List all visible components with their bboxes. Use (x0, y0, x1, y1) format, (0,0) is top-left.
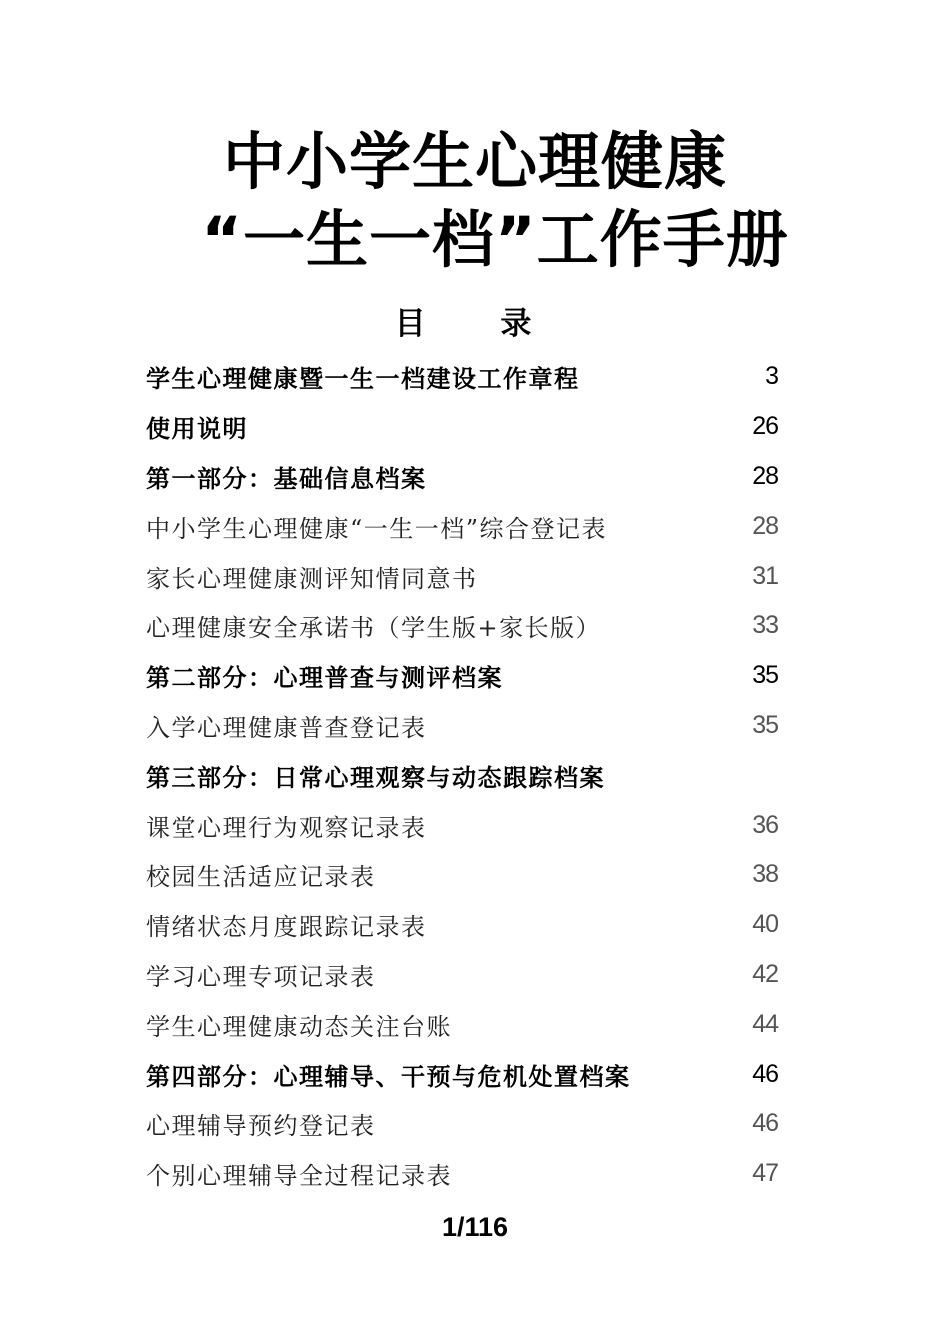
toc-page-number: 35 (752, 661, 778, 690)
toc-entry-title: 使用说明 (146, 415, 248, 444)
toc-heading: 目 录 (394, 306, 564, 342)
toc-entry-title: 情绪状态月度跟踪记录表 (146, 913, 427, 942)
page-number-footer: 1/116 (441, 1212, 509, 1242)
toc-entry-title: 家长心理健康测评知情同意书 (146, 564, 478, 593)
toc-entry-title: 第一部分：基础信息档案 (146, 464, 427, 493)
toc-entry-title: 心理健康安全承诺书（学生版+家长版） (146, 614, 602, 643)
toc-row[interactable] (146, 452, 778, 502)
toc-entry-title: 学习心理专项记录表 (146, 962, 376, 991)
toc-entry-title: 入学心理健康普查登记表 (146, 713, 427, 742)
toc-entry-title: 课堂心理行为观察记录表 (146, 813, 427, 842)
toc-page-number: 46 (752, 1109, 778, 1138)
toc-entry-title: 第二部分：心理普查与测评档案 (146, 664, 503, 693)
toc-entry-title: 第四部分：心理辅导、干预与危机处置档案 (146, 1062, 631, 1091)
toc-page-number: 31 (752, 561, 778, 590)
toc-page-number: 38 (752, 860, 778, 889)
toc-page-number: 46 (752, 1059, 778, 1088)
toc-row[interactable] (146, 601, 778, 651)
toc-page-number: 47 (752, 1159, 778, 1188)
toc-row[interactable] (146, 950, 778, 1000)
toc-row[interactable] (146, 501, 778, 551)
toc-row[interactable] (146, 551, 778, 601)
toc-entry-title: 学生心理健康动态关注台账 (146, 1012, 452, 1041)
toc-row[interactable] (146, 750, 778, 800)
toc-page-number: 26 (752, 412, 778, 441)
toc-entry-title: 心理辅导预约登记表 (146, 1112, 376, 1141)
toc-entry-title: 中小学生心理健康“一生一档”综合登记表 (146, 514, 608, 543)
document-title-line-1: 中小学生心理健康 (222, 125, 727, 198)
toc-page-number: 28 (752, 511, 778, 540)
toc-entry-title: 校园生活适应记录表 (146, 863, 376, 892)
toc-page-number: 36 (752, 810, 778, 839)
toc-row[interactable] (146, 651, 778, 701)
table-of-contents (146, 352, 778, 1199)
toc-page-number: 3 (765, 362, 778, 391)
toc-page-number: 42 (752, 959, 778, 988)
toc-row[interactable] (146, 999, 778, 1049)
toc-row[interactable] (146, 850, 778, 900)
toc-entry-title: 学生心理健康暨一生一档建设工作章程 (146, 365, 580, 394)
toc-row[interactable] (146, 402, 778, 452)
toc-entry-title: 第三部分：日常心理观察与动态跟踪档案 (146, 763, 605, 792)
toc-page-number: 28 (752, 461, 778, 490)
toc-row[interactable] (146, 1049, 778, 1099)
toc-entry-title: 个别心理辅导全过程记录表 (146, 1162, 452, 1191)
toc-page-number: 35 (752, 710, 778, 739)
toc-row[interactable] (146, 1099, 778, 1149)
toc-row[interactable] (146, 701, 778, 751)
toc-row[interactable] (146, 800, 778, 850)
toc-row[interactable] (146, 352, 778, 402)
toc-row[interactable] (146, 1149, 778, 1199)
toc-row[interactable] (146, 900, 778, 950)
document-title-line-2: “一生一档”工作手册 (201, 203, 789, 276)
toc-page-number: 44 (752, 1009, 778, 1038)
toc-page-number: 33 (752, 611, 778, 640)
toc-page-number: 40 (752, 910, 778, 939)
